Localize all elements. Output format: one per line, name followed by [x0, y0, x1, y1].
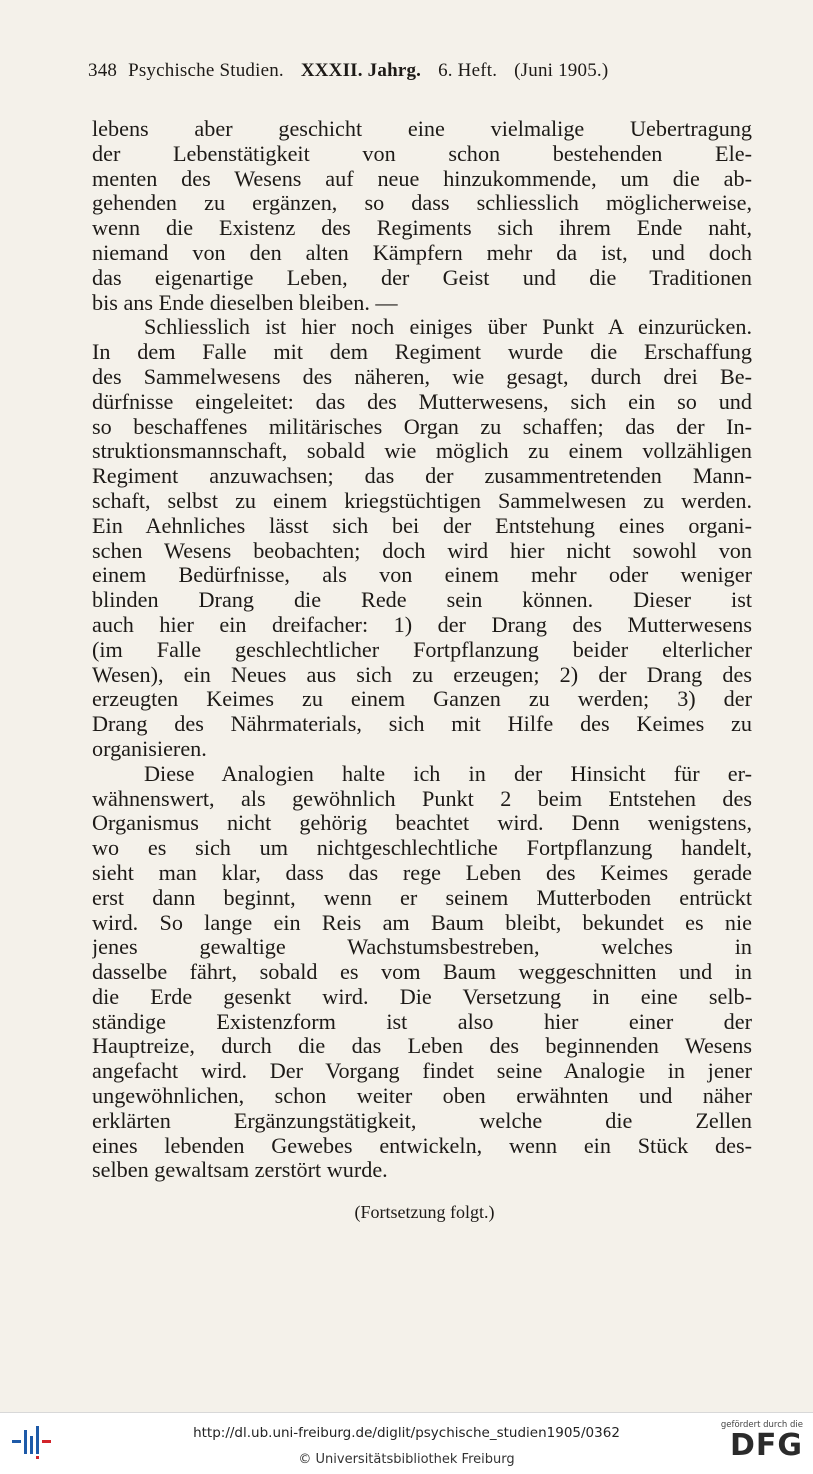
running-header: [88, 60, 728, 82]
dfg-caption: gefördert durch die: [720, 1420, 803, 1430]
text-line: wird. So lange ein Reis am Baum bleibt, bekundet es nie: [92, 910, 752, 935]
text-line: erst dann beginnt, wenn er seinem Mutterboden entrückt: [92, 885, 752, 910]
page-number: 348: [88, 60, 118, 81]
permalink[interactable]: http://dl.ub.uni-freiburg.de/diglit/psychische_studien1905/0362: [193, 1425, 620, 1441]
text-line: wenn die Existenz des Regiments sich ihrem Ende naht,: [92, 216, 752, 241]
text-line: einem Bedürfnisse, als von einem mehr oder weniger: [92, 563, 752, 588]
text-line: niemand von den alten Kämpfern mehr da ist, und doch: [92, 240, 752, 265]
text-line: sieht man klar, dass das rege Leben des Keimes gerade: [92, 860, 752, 885]
text-line: wo es sich um nichtgeschlechtliche Fortpflanzung handelt,: [92, 836, 752, 861]
text-line: blinden Drang die Rede sein können. Dieser ist: [92, 588, 752, 613]
volume-label: XXXII. Jahrg.: [300, 60, 422, 81]
text-line: dürfnisse eingeleitet: das des Mutterwesens, sich ein so und: [92, 389, 752, 414]
text-line: eines lebenden Gewebes entwickeln, wenn ein Stück des-: [92, 1133, 752, 1158]
text-line: Drang des Nährmaterials, sich mit Hilfe des Keimes zu: [92, 712, 752, 737]
text-line: wähnenswert, als gewöhnlich Punkt 2 beim Entstehen des: [92, 786, 752, 811]
text-line: Hauptreize, durch die das Leben des beginnenden Wesens: [92, 1034, 752, 1059]
text-line: struktionsmannschaft, sobald wie möglich zu einem vollzähligen: [92, 439, 752, 464]
text-line: Schliesslich ist hier noch einiges über Punkt A einzurücken.: [144, 315, 752, 340]
continuation-note: (Fortsetzung folgt.): [354, 1202, 495, 1222]
text-line: (im Falle geschlechtlicher Fortpflanzung beider elterlicher: [92, 637, 752, 662]
text-line: organisieren.: [92, 736, 207, 761]
text-line: des Sammelwesens des näheren, wie gesagt, durch drei Be-: [92, 364, 752, 389]
dfg-logo: [713, 1420, 803, 1468]
text-line: dasselbe fährt, sobald es vom Baum weggeschnitten und in: [92, 960, 752, 985]
journal-title: Psychische Studien.: [128, 60, 284, 81]
text-line: erzeugten Keimes zu einem Ganzen zu werden; 3) der: [92, 687, 752, 712]
text-line: der Lebenstätigkeit von schon bestehenden Ele-: [92, 141, 752, 166]
text-line: Wesen), ein Neues aus sich zu erzeugen; 2) der Drang des: [92, 662, 752, 687]
text-line: In dem Falle mit dem Regiment wurde die Erschaffung: [92, 340, 752, 365]
text-line: Diese Analogien halte ich in der Hinsicht für er-: [144, 761, 752, 786]
text-line: Regiment anzuwachsen; das der zusammentretenden Mann-: [92, 464, 752, 489]
text-line: auch hier ein dreifacher: 1) der Drang des Mutterwesens: [92, 612, 752, 637]
text-line: gehenden zu ergänzen, so dass schliesslich möglicherweise,: [92, 191, 752, 216]
text-line: angefacht wird. Der Vorgang findet seine Analogie in jener: [92, 1059, 752, 1084]
text-line: ungewöhnlichen, schon weiter oben erwähnten und näher: [92, 1084, 752, 1109]
text-line: schen Wesens beobachten; doch wird hier nicht sowohl von: [92, 538, 752, 563]
text-line: so beschaffenes militärisches Organ zu schaffen; das der In-: [92, 414, 752, 439]
text-line: Ein Aehnliches lässt sich bei der Entstehung eines organi-: [92, 513, 752, 538]
text-line: das eigenartige Leben, der Geist und die Traditionen: [92, 265, 752, 290]
text-line: lebens aber geschicht eine vielmalige Uebertragung: [92, 117, 752, 141]
issue-date: (Juni 1905.): [514, 60, 609, 81]
text-line: selben gewaltsam zerstört wurde.: [92, 1158, 388, 1183]
text-line: ständige Existenzform ist also hier einer der: [92, 1009, 752, 1034]
article-body: [92, 117, 752, 1183]
issue-label: 6. Heft.: [438, 60, 498, 81]
text-line: erklärten Ergänzungstätigkeit, welche die Zellen: [92, 1108, 752, 1133]
text-line: bis ans Ende dieselben bleiben. —: [92, 290, 398, 315]
text-line: jenes gewaltige Wachstumsbestreben, welches in: [92, 935, 752, 960]
text-line: menten des Wesens auf neue hinzukommende, um die ab-: [92, 166, 752, 191]
dfg-mark: DFG: [729, 1428, 803, 1463]
text-line: Organismus nicht gehörig beachtet wird. Denn wenigstens,: [92, 811, 752, 836]
text-line: die Erde gesenkt wird. Die Versetzung in eine selb-: [92, 984, 752, 1009]
text-line: schaft, selbst zu einem kriegstüchtigen Sammelwesen zu werden.: [92, 488, 752, 513]
copyright-notice: © Universitätsbibliothek Freiburg: [298, 1452, 515, 1467]
